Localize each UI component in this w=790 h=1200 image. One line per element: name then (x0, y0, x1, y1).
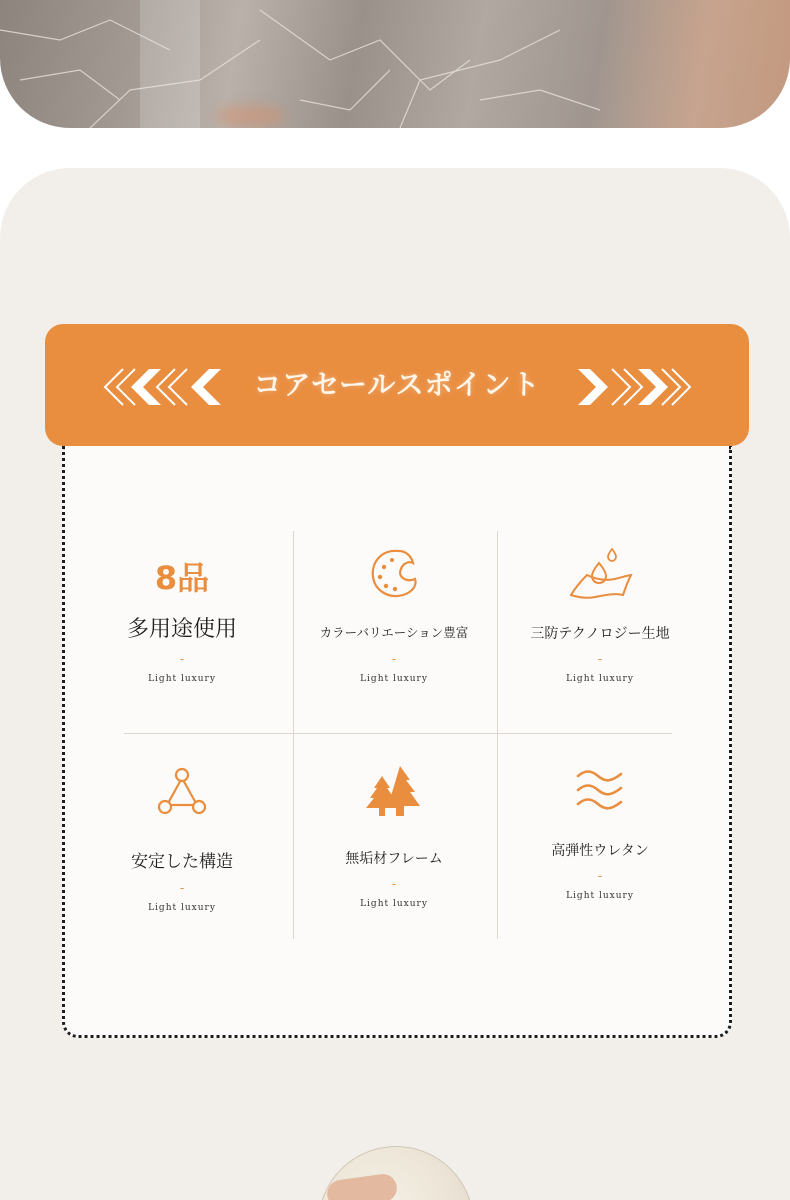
feature-multi-use (82, 558, 282, 684)
marble-veins (0, 0, 790, 128)
feature-title: カラーバリエーション豊富 (319, 625, 469, 640)
feature-subtitle: Light luxury (360, 899, 428, 909)
feature-dash: - (391, 877, 397, 891)
feature-dash: - (179, 652, 185, 666)
feature-dash: - (179, 881, 185, 895)
feature-title: 安定した構造 (131, 852, 233, 872)
feature-title: 三防テクノロジー生地 (530, 626, 670, 642)
product-count: 8品 (154, 559, 210, 597)
hand-pressing (325, 1172, 398, 1200)
feature-subtitle: Light luxury (566, 891, 634, 901)
feature-fabric-technology (500, 545, 700, 684)
feature-solid-wood-frame (294, 764, 494, 909)
feature-high-elastic-foam (500, 768, 700, 901)
grid-divider-vertical-2 (497, 531, 498, 939)
chevrons-right-icon (576, 367, 696, 407)
features-card (62, 446, 732, 1038)
feature-color-variations (294, 545, 494, 684)
palette-icon (367, 545, 421, 601)
feature-dash: - (391, 652, 397, 666)
chevrons-left-icon (103, 367, 223, 407)
triangle-structure-icon (157, 767, 207, 817)
water-drop-fabric-icon (565, 545, 635, 601)
feature-subtitle: Light luxury (360, 674, 428, 684)
feature-subtitle: Light luxury (148, 674, 216, 684)
feature-title: 多用途使用 (126, 617, 237, 642)
banner-title: コアセールスポイント (253, 368, 541, 401)
feature-dash: - (597, 869, 603, 883)
feature-dash: - (597, 652, 603, 666)
feature-subtitle: Light luxury (566, 674, 634, 684)
waves-icon (575, 768, 625, 814)
grid-divider-horizontal (124, 733, 672, 734)
feature-title: 無垢材フレーム (345, 851, 443, 867)
feature-subtitle: Light luxury (148, 903, 216, 913)
feature-title: 高弾性ウレタン (551, 843, 649, 859)
feature-stable-structure (82, 767, 282, 913)
marble-photo (0, 0, 790, 128)
pine-trees-icon (366, 764, 422, 820)
